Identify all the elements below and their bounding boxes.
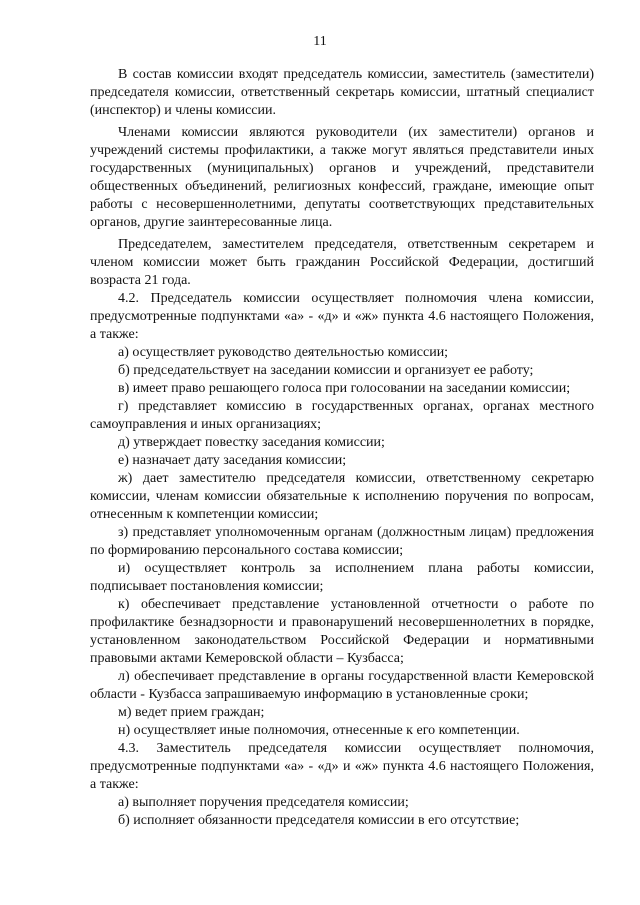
list-item: е) назначает дату заседания комиссии;: [118, 453, 347, 468]
paragraph: 4.2. Председатель комиссии осуществляет полномочия члена комиссии, предусмотренные подпунктами «а» - «д» и «ж» пункта 4.6 настоящего Положения, а также:: [90, 291, 594, 342]
list-item: д) утверждает повестку заседания комиссии;: [118, 435, 385, 450]
list-item: и) осуществляет контроль за исполнением плана работы комиссии, подписывает постановления комиссии;: [90, 561, 594, 594]
list-item: ж) дает заместителю председателя комиссии, ответственному секретарю комиссии, членам комиссии обязательные к исполнению поручения по вопросам, отнесенным к компетенции комиссии;: [90, 471, 594, 522]
paragraph: Членами комиссии являются руководители (их заместители) органов и учреждений системы профилактики, а также могут являться представители иных государственных (муниципальных) органов и учреждений, представители общественных объединений, религиозных конфессий, граждане, имеющие опыт работы с несовершеннолетними, депутаты соответствующих представительных органов, другие заинтересованные лица.: [90, 125, 594, 230]
list-item: г) представляет комиссию в государственных органах, органах местного самоуправления и иных организациях;: [90, 399, 594, 432]
list-item: а) выполняет поручения председателя комиссии;: [118, 795, 409, 810]
paragraph: Председателем, заместителем председателя, ответственным секретарем и членом комиссии может быть гражданин Российской Федерации, достигший возраста 21 года.: [90, 237, 594, 288]
document-body: [90, 66, 594, 830]
list-item: к) обеспечивает представление установленной отчетности о работе по профилактике безнадзорности и правонарушений несовершеннолетних в порядке, установленном законодательством Российской Федерации и нормативными правовыми актами Кемеровской области – Кузбасса;: [90, 597, 594, 666]
paragraph: В состав комиссии входят председатель комиссии, заместитель (заместители) председателя комиссии, ответственный секретарь комиссии, штатный специалист (инспектор) и члены комиссии.: [90, 67, 594, 118]
page-number: 11: [313, 34, 327, 49]
list-item: в) имеет право решающего голоса при голосовании на заседании комиссии;: [118, 381, 571, 396]
list-item: з) представляет уполномоченным органам (должностным лицам) предложения по формированию персонального состава комиссии;: [90, 525, 594, 558]
list-item: м) ведет прием граждан;: [118, 705, 265, 720]
list-item: а) осуществляет руководство деятельностью комиссии;: [118, 345, 449, 360]
list-item: л) обеспечивает представление в органы государственной власти Кемеровской области - Кузбасса запрашиваемую информацию в установленные сроки;: [90, 669, 594, 702]
list-item: б) председательствует на заседании комиссии и организует ее работу;: [118, 363, 534, 378]
list-item: б) исполняет обязанности председателя комиссии в его отсутствие;: [118, 813, 520, 828]
list-item: н) осуществляет иные полномочия, отнесенные к его компетенции.: [118, 723, 520, 738]
paragraph: 4.3. Заместитель председателя комиссии осуществляет полномочия, предусмотренные подпунктами «а» - «д» и «ж» пункта 4.6 настоящего Положения, а также:: [90, 741, 594, 792]
